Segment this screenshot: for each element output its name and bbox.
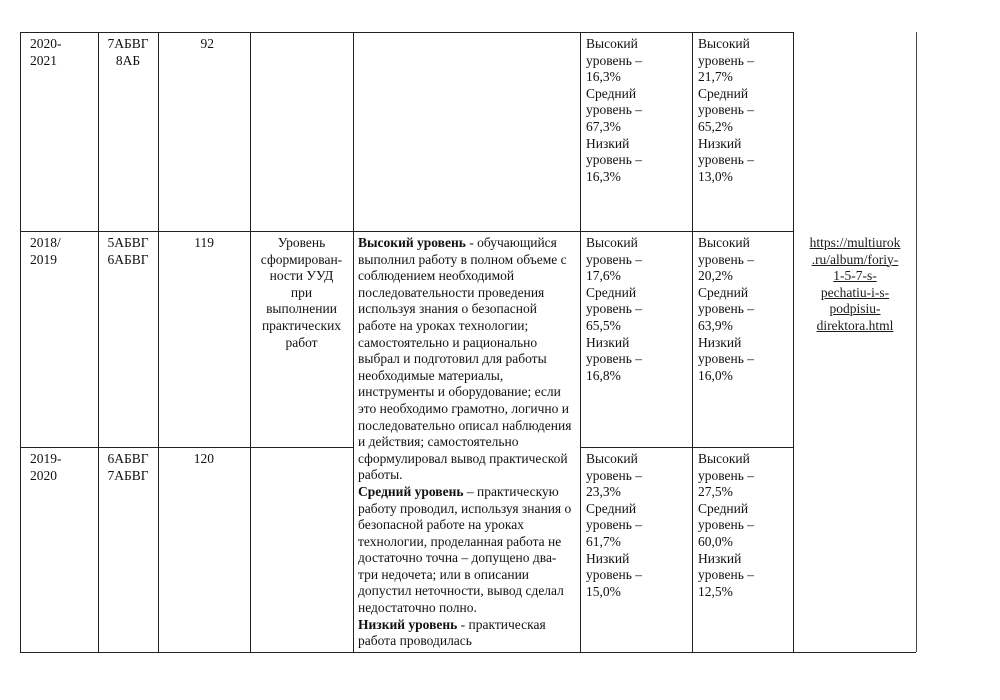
table-column-divider [158,32,159,652]
table-border-left [20,32,21,652]
student-count-cell: 119 [194,235,214,250]
indicator-cell: Уровень сформирован- ности УУД при выполнении практических работ [260,235,343,350]
criteria-mid [358,484,576,617]
year-cell: 2020- 2021 [30,36,62,68]
table-row-divider [20,447,353,448]
result-cell: Высокий уровень – 20,2% Средний уровень – 63,9% Низкий уровень – 16,0% [698,235,755,383]
result-cell: Высокий уровень – 16,3% Средний уровень – 67,3% Низкий уровень – 16,3% [586,36,643,184]
result-cell: Высокий уровень – 17,6% Средний уровень – 65,5% Низкий уровень – 16,8% [586,235,643,383]
criteria-low-text: - практическая работа проводилась [358,616,546,649]
criteria-high [358,235,576,484]
year-cell: 2018/ 2019 [30,235,61,267]
student-count-cell: 92 [200,36,214,51]
source-link[interactable]: https://multiurok .ru/album/foriy- 1-5-7-s- pechatiu-i-s- podpisiu- direktora.html [809,235,901,333]
result-cell: Высокий уровень – 21,7% Средний уровень – 65,2% Низкий уровень – 13,0% [698,36,755,184]
criteria-low [358,617,576,650]
student-count-cell: 120 [193,451,214,466]
result-cell: Высокий уровень – 27,5% Средний уровень – 60,0% Низкий уровень – 12,5% [698,451,755,599]
criteria-high-label: Высокий уровень [358,235,466,250]
criteria-mid-text: – практическую работу проводил, используя знания о безопасной работе на уроках технологии, проделанная работа не достаточно точна – допущено два-три недочета; или в описании допустил неточности, вывод сделал недостаточно полно. [358,483,572,616]
table-column-divider [353,32,354,652]
criteria-low-label: Низкий уровень [358,616,458,632]
table-row-divider [20,231,793,232]
year-cell: 2019- 2020 [30,451,62,483]
criteria-mid-label: Средний уровень [358,483,464,499]
classes-cell: 5АБВГ 6АБВГ [107,235,149,267]
table-column-divider [580,32,581,652]
classes-cell: 6АБВГ 7АБВГ [107,451,149,483]
scan-edge-line [916,32,917,652]
classes-cell: 7АБВГ 8АБ [107,36,149,68]
table-column-divider [793,32,794,652]
table-row-divider [580,447,793,448]
table-column-divider [250,32,251,652]
table-border-bottom [20,652,916,653]
criteria-cell [358,235,576,650]
criteria-high-text: - обучающийся выполнил работу в полном объеме с соблюдением необходимой последовательности проведения используя знания о безопасной работе на уроках технологии; самостоятельно и рационально выбрал и подготовил для работы необходимые материалы, инструменты и оборудование; если это необходимо грамотно, логично и последовательно описал наблюдения и действия; самостоятельно сформулировал вывод практической работы. [358,235,572,483]
table-column-divider [98,32,99,652]
table-border-top [20,32,793,33]
result-cell: Высокий уровень – 23,3% Средний уровень – 61,7% Низкий уровень – 15,0% [586,451,643,599]
table-column-divider [692,32,693,652]
